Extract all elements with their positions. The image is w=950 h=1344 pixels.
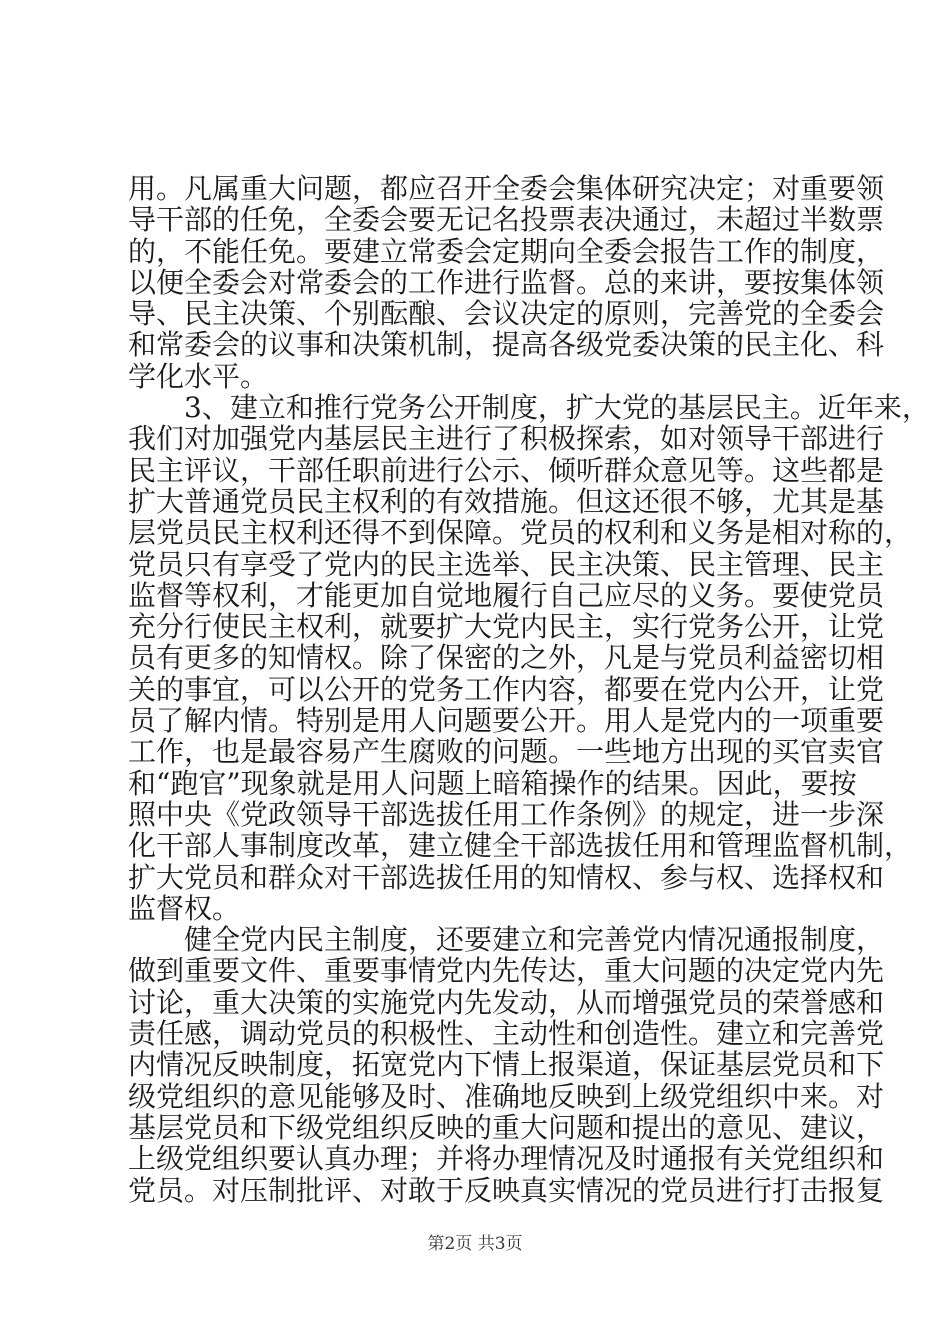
text-line: 上级党组织要认真办理；并将办理情况及时通报有关党组织和 — [128, 1142, 885, 1176]
text-line: 监督权。 — [128, 891, 241, 925]
text-line: 级党组织的意见能够及时、准确地反映到上级党组织中来。对 — [128, 1079, 885, 1113]
text-line: 基层党员和下级党组织反映的重大问题和提出的意见、建议， — [128, 1110, 885, 1144]
text-line: 责任感，调动党员的积极性、主动性和创造性。建立和完善党 — [128, 1017, 885, 1051]
text-line: 3、建立和推行党务公开制度，扩大党的基层民主。近年来， — [128, 391, 930, 425]
text-line: 导干部的任免，全委会要无记名投票表决通过，未超过半数票 — [128, 203, 885, 237]
text-line: 层党员民主权利还得不到保障。党员的权利和义务是相对称的， — [128, 516, 913, 550]
text-line: 充分行使民主权利，就要扩大党内民主，实行党务公开，让党 — [128, 610, 885, 644]
body-text — [128, 172, 930, 1207]
text-line: 导、民主决策、个别酝酿、会议决定的原则，完善党的全委会 — [128, 297, 885, 331]
text-line: 化干部人事制度改革，建立健全干部选拔任用和管理监督机制， — [128, 829, 913, 863]
text-line: 做到重要文件、重要事情党内先传达，重大问题的决定党内先 — [128, 954, 885, 988]
text-line: 用。凡属重大问题，都应召开全委会集体研究决定；对重要领 — [128, 172, 885, 205]
text-line: 员有更多的知情权。除了保密的之外，凡是与党员利益密切相 — [128, 641, 885, 675]
text-line: 扩大党员和群众对干部选拔任用的知情权、参与权、选择权和 — [128, 860, 885, 894]
text-line: 的，不能任免。要建立常委会定期向全委会报告工作的制度， — [128, 234, 885, 268]
text-line: 扩大普通党员民主权利的有效措施。但这还很不够，尤其是基 — [128, 484, 885, 518]
text-line: 我们对加强党内基层民主进行了积极探索，如对领导干部进行 — [128, 422, 885, 456]
text-line: 以便全委会对常委会的工作进行监督。总的来讲，要按集体领 — [128, 265, 885, 299]
text-line: 和常委会的议事和决策机制，提高各级党委决策的民主化、科 — [128, 328, 885, 362]
text-line: 监督等权利，才能更加自觉地履行自己应尽的义务。要使党员 — [128, 578, 885, 612]
page-footer: 第2页 共3页 — [427, 1234, 523, 1254]
text-line: 员了解内情。特别是用人问题要公开。用人是党内的一项重要 — [128, 704, 885, 738]
text-line: 讨论，重大决策的实施党内先发动，从而增强党员的荣誉感和 — [128, 985, 885, 1019]
text-line: 关的事宜，可以公开的党务工作内容，都要在党内公开，让党 — [128, 672, 885, 706]
text-line: 工作，也是最容易产生腐败的问题。一些地方出现的买官卖官 — [128, 735, 885, 769]
text-line: 民主评议，干部任职前进行公示、倾听群众意见等。这些都是 — [128, 453, 885, 487]
text-line: 照中央《党政领导干部选拔任用工作条例》的规定，进一步深 — [128, 797, 885, 831]
text-line: 健全党内民主制度，还要建立和完善党内情况通报制度， — [128, 923, 885, 957]
text-line: 内情况反映制度，拓宽党内下情上报渠道，保证基层党员和下 — [128, 1048, 885, 1082]
text-line: 学化水平。 — [128, 359, 269, 393]
text-line: 和“跑官”现象就是用人问题上暗箱操作的结果。因此，要按 — [128, 766, 857, 800]
text-line: 党员。对压制批评、对敢于反映真实情况的党员进行打击报复 — [128, 1173, 885, 1207]
text-line: 党员只有享受了党内的民主选举、民主决策、民主管理、民主 — [128, 547, 885, 581]
